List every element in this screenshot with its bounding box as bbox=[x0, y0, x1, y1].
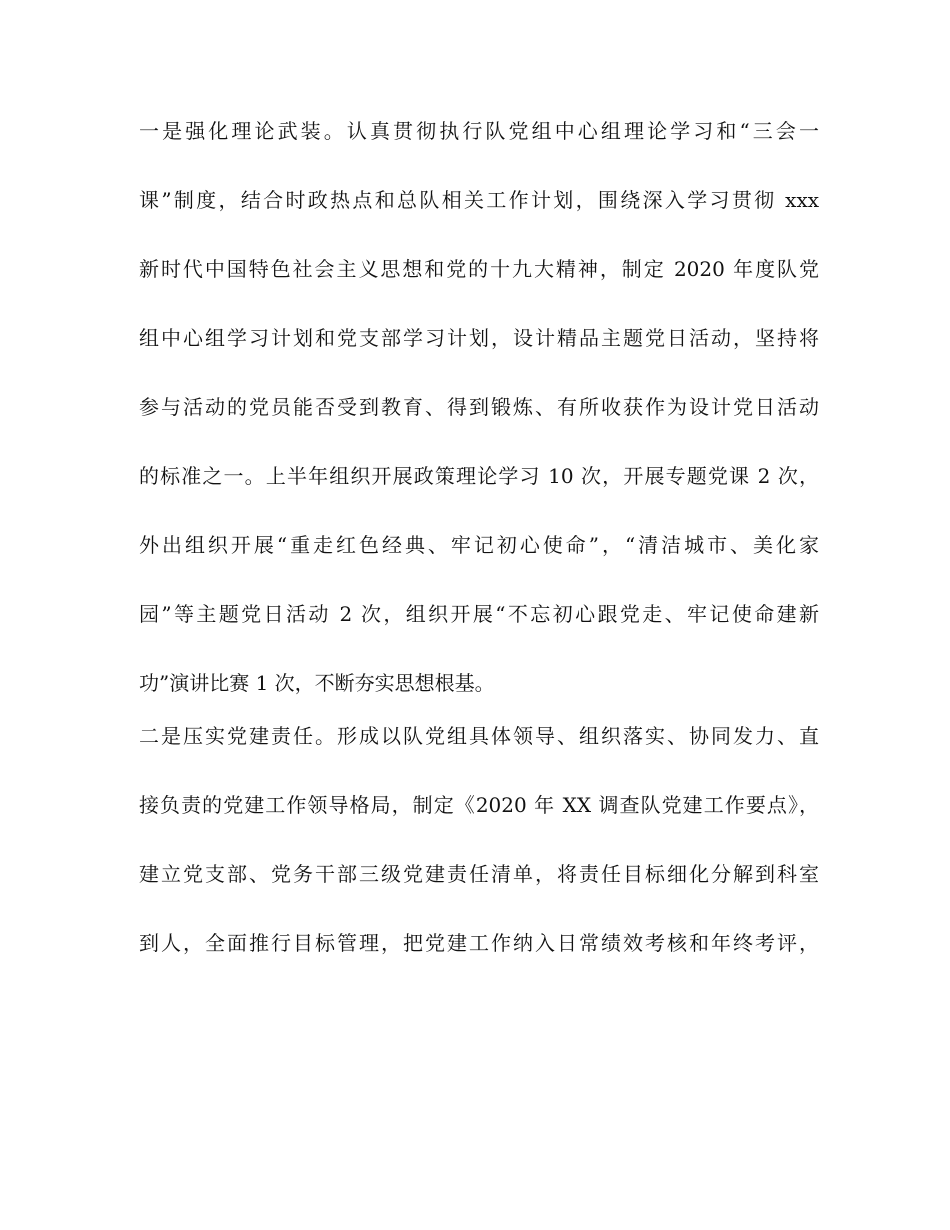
text-line: 建立党支部、党务干部三级党建责任清单，将责任目标细化分解到科室 bbox=[139, 862, 819, 886]
text-line: 参与活动的党员能否受到教育、得到锻炼、有所收获作为设计党日活动 bbox=[139, 395, 819, 419]
text-line: 课”制度，结合时政热点和总队相关工作计划，围绕深入学习贯彻 xxx bbox=[139, 188, 819, 212]
text-line: 二是压实党建责任。形成以队党组具体领导、组织落实、协同发力、直 bbox=[139, 724, 819, 748]
text-line: 一是强化理论武装。认真贯彻执行队党组中心组理论学习和“三会一 bbox=[139, 119, 819, 143]
text-line: 接负责的党建工作领导格局，制定《2020 年 XX 调查队党建工作要点》， bbox=[139, 793, 819, 817]
document-body bbox=[139, 118, 819, 999]
text-line: 园”等主题党日活动 2 次，组织开展“不忘初心跟党走、牢记使命建新 bbox=[139, 602, 819, 626]
paragraph-responsibility bbox=[139, 723, 819, 956]
paragraph-theory bbox=[139, 118, 819, 696]
text-line: 到人，全面推行目标管理，把党建工作纳入日常绩效考核和年终考评， bbox=[139, 931, 819, 955]
text-line: 的标准之一。上半年组织开展政策理论学习 10 次，开展专题党课 2 次， bbox=[139, 464, 819, 488]
text-line: 新时代中国特色社会主义思想和党的十九大精神，制定 2020 年度队党 bbox=[139, 257, 819, 281]
text-line: 外出组织开展“重走红色经典、牢记初心使命”，“清洁城市、美化家 bbox=[139, 533, 819, 557]
text-line: 功”演讲比赛 1 次，不断夯实思想根基。 bbox=[139, 671, 495, 695]
text-line: 组中心组学习计划和党支部学习计划，设计精品主题党日活动，坚持将 bbox=[139, 326, 819, 350]
